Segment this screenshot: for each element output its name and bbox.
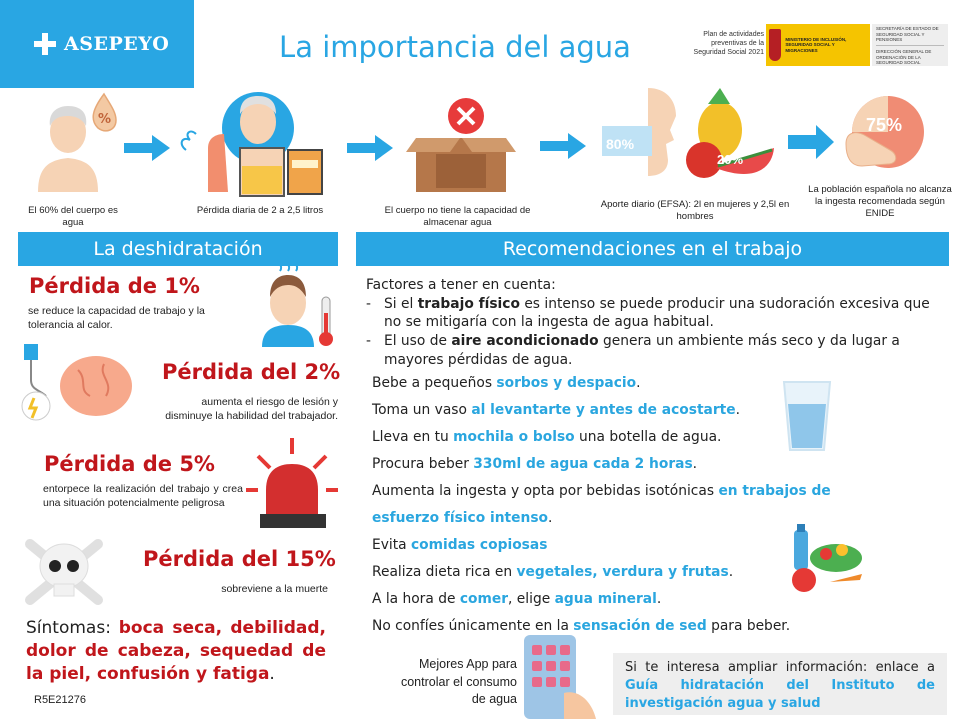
rec-text: Realiza dieta rica en [372,564,517,580]
rec-text: , elige [508,591,555,607]
rec-highlight: comer [459,591,509,607]
ministry-text: MINISTERIO DE INCLUSIÓN, SEGURIDAD SOCIAL Y MIGRACIONES [785,36,847,53]
recommendation-item [372,456,912,472]
info-text: Si te interesa ampliar información: enlace a [625,660,935,675]
rec-highlight: esfuerzo físico intenso [372,510,549,526]
info-box [613,653,947,715]
factor-text: es intenso se puede producir una sudoración excesiva que no se mitigaría con la ingesta de agua habitual. [384,295,930,331]
brain-icon [18,340,138,428]
factor-bold: aire acondicionado [451,332,599,349]
coat-of-arms-icon [769,29,781,61]
caption-no-storage: El cuerpo no tiene la capacidad de almacenar agua [384,205,531,228]
factors-intro: Factores a tener en cuenta: [366,277,556,293]
alarm-light-icon [246,434,340,530]
empty-box-icon [406,94,516,194]
secretariat-text: SECRETARÍA DE ESTADO DE SEGURIDAD SOCIAL Y PENSIONES [876,26,944,46]
logo-text: ASEPEYO [64,33,170,55]
caption-daily-intake: Aporte diario (EFSA): 2l en mujeres y 2,5l en hombres [600,199,790,222]
pct-20-label: 20% [717,152,744,167]
arrow-icon [347,133,395,163]
factor-text: El uso de [384,332,452,349]
page-title: La importancia del agua [279,30,631,64]
loss-2-title: Pérdida del 2% [162,360,341,384]
pct-75-label: 75% [866,115,903,135]
arrow-icon [788,123,836,161]
rec-text: . [692,456,698,472]
dehydration-band: La deshidratación [18,232,338,266]
body-water-icon [20,88,140,196]
rec-highlight: mochila o bolso [453,429,575,445]
rec-text: para beber. [706,618,791,634]
loss-1-title: Pérdida de 1% [29,274,200,298]
rec-text: . [548,510,553,526]
recommendations-band: Recomendaciones en el trabajo [356,232,949,266]
healthy-food-icon [790,524,866,594]
rec-text: Aumenta la ingesta y opta por bebidas isotónicas [372,483,719,499]
caption-body-water: El 60% del cuerpo es agua [28,205,118,228]
factor-item [366,295,940,332]
percent-badge: % [98,112,112,127]
factor-item [366,332,940,369]
symptoms-end: . [269,663,275,684]
pct-80-label: 80% [606,136,635,152]
recommendation-item [372,618,912,634]
rec-highlight: sorbos y despacio [496,375,637,391]
rec-text: A la hora de [372,591,460,607]
symptoms [26,617,326,686]
rec-text: Toma un vaso [372,402,472,418]
rec-text: No confíes únicamente en la [372,618,574,634]
hand-pie-icon [840,92,924,180]
secretariat-box [872,24,948,66]
rec-text: . [735,402,741,418]
arrow-icon [124,133,172,163]
person-drinking-icon [178,88,338,198]
loss-15-title: Pérdida del 15% [143,547,336,571]
rec-text: Procura beber [372,456,474,472]
apps-text: Mejores App para controlar el consumo de agua [400,657,517,706]
hot-worker-icon [254,253,338,349]
rec-highlight: vegetales, verdura y frutas [516,564,729,580]
symptoms-list: boca seca, debilidad, dolor de cabeza, sequedad de la piel, confusión y fatiga [26,618,326,684]
rec-highlight: agua mineral [554,591,657,607]
hydration-guide-link[interactable]: Guía hidratación del Instituto de investigación agua y salud [625,678,935,712]
rec-highlight: 330ml de agua cada 2 horas [473,456,693,472]
asepeyo-logo [0,0,194,88]
skull-icon [18,534,110,608]
rec-text: una botella de agua. [574,429,722,445]
rec-text: Lleva en tu [372,429,454,445]
loss-2-text: aumenta el riesgo de lesión y disminuye la habilidad del trabajador. [165,396,338,422]
recommendation-item [372,483,942,499]
cross-icon [34,33,56,55]
loss-15-text: sobreviene a la muerte [221,583,328,595]
factor-bold: trabajo físico [417,295,520,312]
rec-highlight: sensación de sed [573,618,707,634]
rec-highlight: en trabajos de [718,483,831,499]
loss-1-text: se reduce la capacidad de trabajo y la tolerancia al calor. [28,305,205,331]
arrow-icon [540,131,588,161]
factors-block [366,276,940,369]
caption-daily-loss: Pérdida diaria de 2 a 2,5 litros [196,205,324,216]
ministry-logo [766,24,870,66]
rec-text: . [728,564,734,580]
caption-population: La población española no alcanza la ingesta recomendada según ENIDE [808,184,952,219]
plan-text: Plan de actividades preventivas de la Seguridad Social 2021 [693,31,764,57]
loss-5-text: entorpece la realización del trabajo y crea una situación potencialmente peligrosa [43,483,243,509]
phone-app-icon [520,633,600,721]
rec-highlight: al levantarte y antes de acostarte [471,402,736,418]
directorate-text: DIRECCIÓN GENERAL DE ORDENACIÓN DE LA SEGURIDAD SOCIAL [876,48,932,66]
rec-highlight: comidas copiosas [410,537,548,553]
rec-text: Bebe a pequeños [372,375,497,391]
factor-text: genera un ambiente más seco y da lugar a mayores pérdidas de agua. [384,332,900,368]
rec-text: . [636,375,641,391]
rec-text: Evita [372,537,411,553]
rec-text: . [656,591,662,607]
water-glass-icon [782,380,832,452]
document-code: R5E21276 [34,694,86,706]
symptoms-label: Síntomas: [26,618,111,638]
loss-5-title: Pérdida de 5% [44,452,215,476]
factor-text: Si el [384,295,418,312]
